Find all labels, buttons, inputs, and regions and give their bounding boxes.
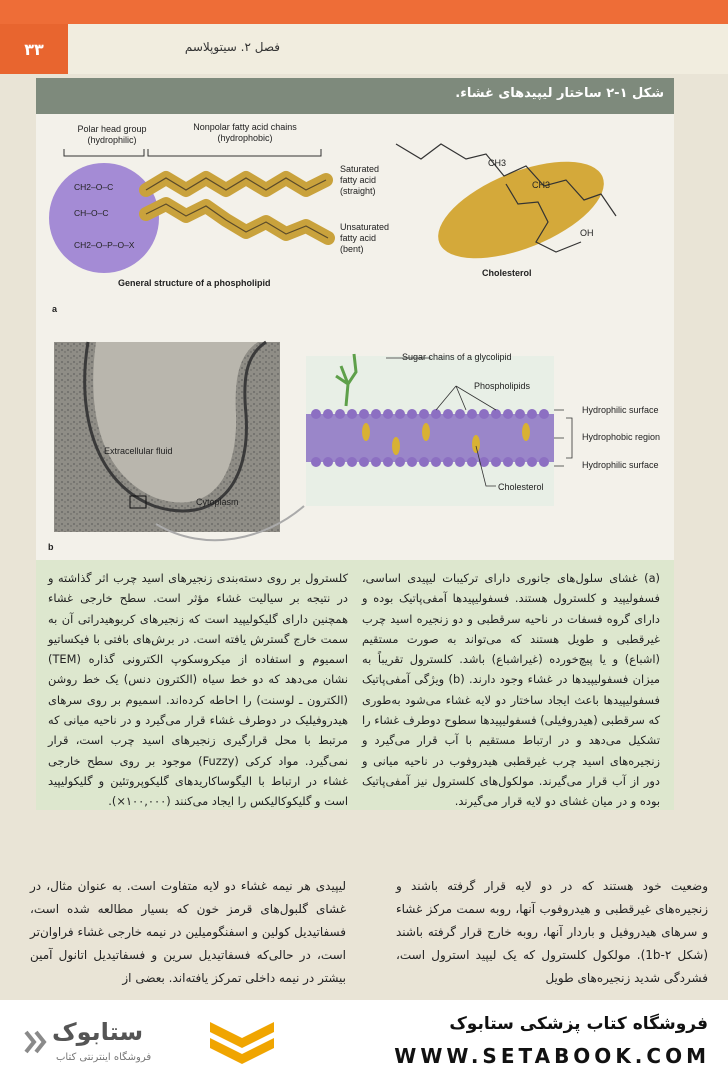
body-left-column: لیپیدی هر نیمه غشاء دو لایه متفاوت است. به عنوان مثال، در غشای گلبول‌های قرمز خون که بسیار مطالعه شده است، فسفاتیدیل کولین و اسفنگومیلین در نیمه خارجی غشاء فراوان‌تر است، در حالی‌که فسفاتیدیل سرین و فسفاتیدیل اتانول آمین بیشتر در نیمه داخلی تمرکز یافته‌اند. بعضی از <box>30 879 346 985</box>
store-title: فروشگاه کتاب پزشکی ستابوک <box>449 1014 708 1034</box>
polar-head-bracket <box>64 149 144 156</box>
sugar-chains-label: Sugar chains of a glycolipid <box>402 352 512 362</box>
cholesterol-molecule <box>425 142 617 278</box>
chem-row-3: CH2–O–P–O–X <box>74 240 135 250</box>
store-footer <box>0 1000 728 1080</box>
chapter-title: فصل ۲. سیتوپلاسم <box>184 40 280 54</box>
oh-group: OH <box>580 228 594 238</box>
phospholipids-label: Phospholipids <box>474 381 531 391</box>
page-number: ۳۳ <box>0 24 68 74</box>
chem-row-1: CH2–O–C <box>74 182 114 192</box>
cytoplasm-label: Cytoplasm <box>196 497 239 507</box>
store-url[interactable]: WWW.SETABOOK.COM <box>394 1044 710 1068</box>
unsaturated-label: Unsaturated fatty acid (bent) <box>340 222 390 254</box>
extracellular-label: Extracellular fluid <box>104 446 173 456</box>
figure-caption <box>36 560 674 810</box>
part-a-letter: a <box>52 304 58 314</box>
body-right-column: وضعیت خود هستند که در دو لایه قرار گرفته باشند و زنجیره‌های غیرقطبی و هیدروفوب آنها، روبه سمت مرکز غشاء و سرهای هیدروفیل و باردار آنها، روبه خارج قرار گرفته باشند (شکل ۲-1b). مولکول کلسترول که یک لیپید استرول است، فشردگی شدید زنجیره‌های طویل <box>396 879 709 985</box>
ch3-mid: CH3 <box>532 180 551 190</box>
unsaturated-tail <box>146 204 328 238</box>
figure-label: شکل ۱-۲ ساختار لیپیدهای غشاء. <box>455 86 664 101</box>
caption-left-column: کلسترول بر روی دسته‌بندی زنجیرهای اسید چرب اثر گذاشته و در نتیجه بر سیالیت غشاء مؤثر است. سطح خارجی غشاء همچنین دارای گلیکولیپید است که زنجیرهای کربوهیدراتی آن به سمت خارج گسترش یافته است. در برش‌های بافتی با فیکساتیو اسمیوم و استفاده از میکروسکوپ الکترونی گذاره (TEM) نشان می‌دهد که دو خط سیاه (الکترون دنس) یک خط روشن (الکترون ـ لوسنت) را احاطه کرده‌اند. اسمیوم بر روی سرهای هیدروفیلیک در دوطرف غشاء قرار می‌گیرد و در ناحیه میانی که مرتبط با محل قرارگیری زنجیرهای اسید چرب است، قرار نمی‌گیرد. مواد کرکی (Fuzzy) موجود بر روی سطح خارجی غشاء در ارتباط با الیگوساکاریدهای گلیکوپروتئین و گلیکولیپید است و گلیکوکالیکس را ایجاد می‌کنند (۱۰۰,۰۰۰×). <box>48 571 348 809</box>
nonpolar-chains-label: Nonpolar fatty acid chains (hydrophobic) <box>193 122 297 143</box>
bilayer-band <box>306 414 554 462</box>
logo-subtitle: فروشگاه اینترنتی کتاب <box>56 1052 152 1063</box>
logo-word: ستابوک <box>52 1018 144 1046</box>
hydrophilic-bottom-label: Hydrophilic surface <box>582 460 659 470</box>
ch3-top: CH3 <box>488 158 507 168</box>
cholesterol-title: Cholesterol <box>482 268 532 278</box>
chem-row-2: CH–O–C <box>74 208 109 218</box>
saturated-label: Saturated fatty acid (straight) <box>340 164 380 196</box>
polar-head-label: Polar head group (hydrophilic) <box>77 124 147 145</box>
nonpolar-bracket <box>148 149 321 156</box>
caption-right-column: (a) غشای سلول‌های جانوری دارای ترکیبات لیپیدی اساسی، فسفولیپید و کلسترول هستند. فسفولیپیدها آمفی‌پاتیک بوده و دارای گروه فسفات در ناحیه سرقطبی و دو زنجیره اسید چرب غیرقطبی و طویل هستند که می‌تواند به صورت مستقیم (اشباع) و یا پیچ‌خورده (غیراشباع) باشد. کلسترول تقریباً به میزان فسفولیپیدها در غشاء وجود دارند. (b) ویژگی آمفی‌پاتیک فسفولیپیدها باعث ایجاد ساختار دو لایه غشاء می‌شود به‌طوری که سرقطبی (هیدروفیلی) فسفولیپیدها سطوح دوطرف غشاء را تشکیل می‌دهد و در ارتباط مستقیم با آب قرار می‌گیرد و زنجیره‌های اسید چرب غیرقطبی هیدروفوب در ناحیه میانی و دور از آب قرار می‌گیرند. مولکول‌های کلسترول نیز آمفی‌پاتیک بوده و در میان غشای دو لایه قرار می‌گیرند. <box>362 571 660 809</box>
hydrophilic-top-label: Hydrophilic surface <box>582 405 659 415</box>
hydrophobic-label: Hydrophobic region <box>582 432 661 442</box>
phospholipid-title: General structure of a phospholipid <box>118 278 271 288</box>
cholesterol-label: Cholesterol <box>498 482 544 492</box>
figure-title-bar <box>36 78 674 114</box>
part-b-letter: b <box>48 542 54 552</box>
